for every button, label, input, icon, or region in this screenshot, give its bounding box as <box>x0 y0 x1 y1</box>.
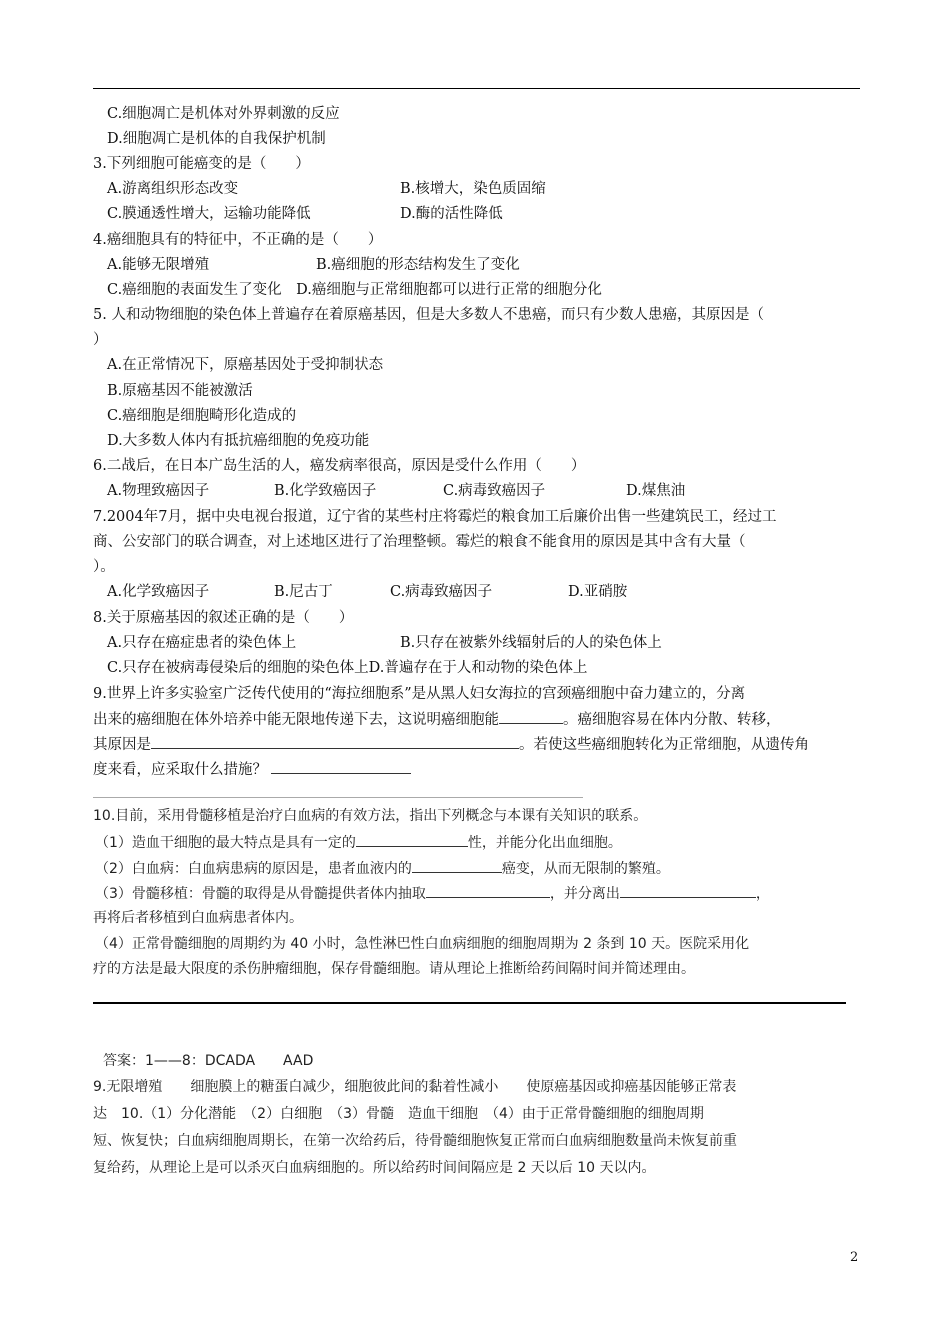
q10-part3-text-b: ，并分离出 <box>549 886 620 902</box>
q7-option-a: A.化学致癌因子 <box>107 584 210 600</box>
q3-stem: 3.下列细胞可能癌变的是（ ） <box>93 156 310 172</box>
q10-part2-text-b: 癌变，从而无限制的繁殖。 <box>501 861 670 877</box>
q10-stem: 10.目前，采用骨髓移植是治疗白血病的有效方法，指出下列概念与本课有关知识的联系。 <box>93 808 648 824</box>
q10-blank-2[interactable] <box>412 858 502 873</box>
section-divider-thin <box>93 797 583 798</box>
q10-part1-text-a: （1）造血干细胞的最大特点是具有一定的 <box>95 835 356 851</box>
q10-part2 <box>95 858 670 879</box>
page-number: 2 <box>850 1250 859 1265</box>
q9-line2-text-a: 出来的癌细胞在体外培养中能无限地传递下去，这说明癌细胞能 <box>93 712 499 728</box>
q10-blank-3[interactable] <box>426 883 550 898</box>
q8-stem: 8.关于原癌基因的叙述正确的是（ ） <box>93 610 354 626</box>
q5-stem-line1: 5. 人和动物细胞的染色体上普遍存在着原癌基因，但是大多数人不患癌，而只有少数人患癌，其原因是（ <box>93 307 764 323</box>
answers-line2: 9.无限增殖 细胞膜上的糖蛋白减少，细胞彼此间的黏着性减小 使原癌基因或抑癌基因能够正常表 <box>93 1079 737 1095</box>
q7-stem-line3: ）。 <box>93 559 115 575</box>
q8-option-a: A.只存在癌症患者的染色体上 <box>107 635 297 651</box>
header-rule <box>93 88 860 89</box>
q3-option-d: D.酶的活性降低 <box>400 206 503 222</box>
q10-part3-continued: 再将后者移植到白血病患者体内。 <box>93 910 303 926</box>
q4-stem: 4.癌细胞具有的特征中，不正确的是（ ） <box>93 232 383 248</box>
q2-option-d: D.细胞凋亡是机体的自我保护机制 <box>107 131 326 147</box>
q6-option-d: D.煤焦油 <box>626 483 686 499</box>
q6-stem: 6.二战后，在日本广岛生活的人，癌发病率很高，原因是受什么作用（ ） <box>93 458 586 474</box>
q9-line3-text-b: 。若使这些癌细胞转化为正常细胞，从遗传角 <box>519 737 809 753</box>
q9-line3 <box>93 734 809 755</box>
q3-option-b: B.核增大，染色质固缩 <box>400 181 546 197</box>
q9-line4 <box>93 759 411 780</box>
q5-option-a: A.在正常情况下，原癌基因处于受抑制状态 <box>107 357 384 373</box>
q7-option-b: B.尼古丁 <box>274 584 333 600</box>
q10-part3 <box>95 883 770 904</box>
q5-option-b: B.原癌基因不能被激活 <box>107 383 253 399</box>
q10-part3-text-c: ， <box>755 886 770 902</box>
q10-part1-text-b: 性，并能分化出血细胞。 <box>467 835 622 851</box>
q5-option-c: C.癌细胞是细胞畸形化造成的 <box>107 408 297 424</box>
q3-option-c: C.膜通透性增大，运输功能降低 <box>107 206 311 222</box>
q9-line2 <box>93 709 781 730</box>
q4-option-cd: C.癌细胞的表面发生了变化 D.癌细胞与正常细胞都可以进行正常的细胞分化 <box>107 282 602 298</box>
answers-line4: 短、恢复快；白血病细胞周期长，在第一次给药后，待骨髓细胞恢复正常而白血病细胞数量尚未恢复前重 <box>93 1133 737 1149</box>
q10-part4-line2: 疗的方法是最大限度的杀伤肿瘤细胞，保存骨髓细胞。请从理论上推断给药间隔时间并简述理由。 <box>93 961 695 977</box>
q10-part1 <box>95 832 622 853</box>
q7-option-c: C.病毒致癌因子 <box>390 584 493 600</box>
q6-option-c: C.病毒致癌因子 <box>443 483 546 499</box>
q10-blank-1[interactable] <box>356 832 468 847</box>
answers-line3: 达 10.（1）分化潜能 （2）白细胞 （3）骨髓 造血干细胞 （4）由于正常骨髓细胞的细胞周期 <box>93 1106 704 1122</box>
q5-stem-line2: ） <box>93 332 108 348</box>
q5-option-d: D.大多数人体内有抵抗癌细胞的免疫功能 <box>107 433 370 449</box>
q8-option-b: B.只存在被紫外线辐射后的人的染色体上 <box>400 635 662 651</box>
q10-part3-text-a: （3）骨髓移植：骨髓的取得是从骨髓提供者体内抽取 <box>95 886 426 902</box>
q4-option-b: B.癌细胞的形态结构发生了变化 <box>316 257 520 273</box>
q4-option-a: A.能够无限增殖 <box>107 257 210 273</box>
q9-line2-text-b: 。癌细胞容易在体内分散、转移， <box>563 712 781 728</box>
q8-option-cd: C.只存在被病毒侵染后的细胞的染色体上D.普遍存在于人和动物的染色体上 <box>107 660 588 676</box>
q7-option-d: D.亚硝胺 <box>568 584 628 600</box>
q6-option-b: B.化学致癌因子 <box>274 483 377 499</box>
answers-line1: 答案：1——8：DCADA AAD <box>103 1053 314 1069</box>
q7-stem-line1: 7.2004年7月，据中央电视台报道，辽宁省的某些村庄将霉烂的粮食加工后廉价出售一些建筑民工，经过工 <box>93 509 777 525</box>
q9-line1: 9.世界上许多实验室广泛传代使用的“海拉细胞系”是从黑人妇女海拉的宫颈癌细胞中奋力建立的，分离 <box>93 686 746 702</box>
q10-part4-line1: （4）正常骨髓细胞的周期约为 40 小时，急性淋巴性白血病细胞的细胞周期为 2 条到 10 天。医院采用化 <box>95 936 750 952</box>
q6-option-a: A.物理致癌因子 <box>107 483 210 499</box>
q2-option-c: C.细胞凋亡是机体对外界刺激的反应 <box>107 106 340 122</box>
q9-blank-2[interactable] <box>151 734 519 749</box>
q9-blank-1[interactable] <box>499 709 563 724</box>
q9-line3-text-a: 其原因是 <box>93 737 151 753</box>
section-divider-thick <box>93 1002 846 1004</box>
q7-stem-line2: 商、公安部门的联合调查，对上述地区进行了治理整顿。霉烂的粮食不能食用的原因是其中含有大量（ <box>93 534 746 550</box>
q10-blank-4[interactable] <box>620 883 756 898</box>
answers-line5: 复给药，从理论上是可以杀灭白血病细胞的。所以给药时间间隔应是 2 天以后 10 天以内。 <box>93 1160 656 1176</box>
q9-line4-text-a: 度来看，应采取什么措施？ <box>93 762 267 778</box>
q10-part2-text-a: （2）白血病：白血病患病的原因是，患者血液内的 <box>95 861 412 877</box>
q3-option-a: A.游离组织形态改变 <box>107 181 239 197</box>
q9-blank-3[interactable] <box>271 759 411 774</box>
